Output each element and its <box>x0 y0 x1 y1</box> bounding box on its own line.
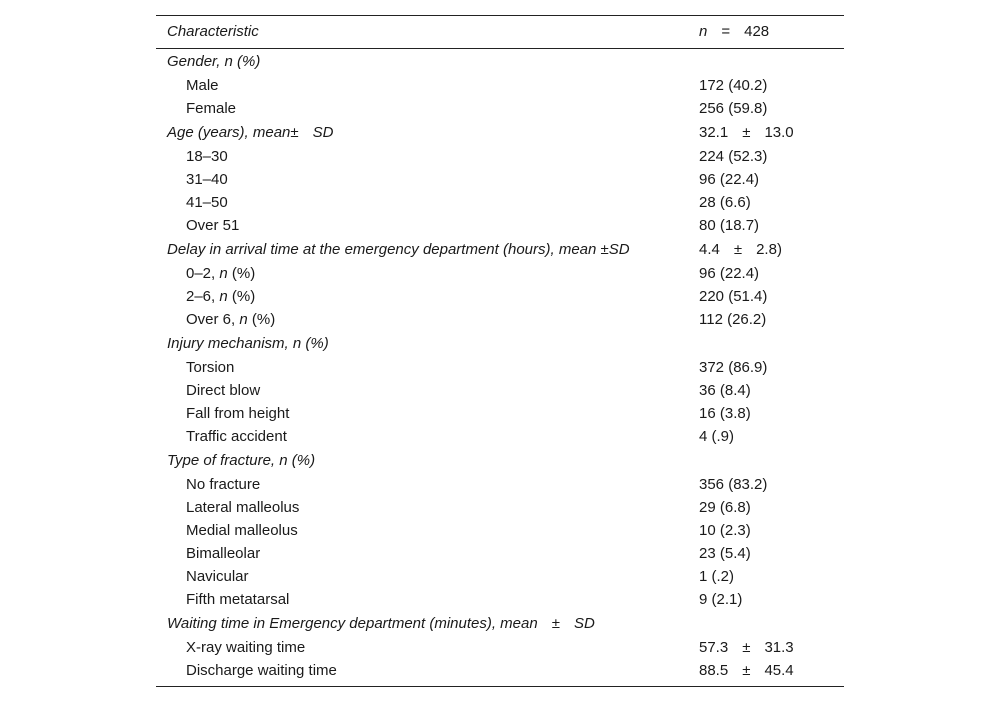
row-value: 29 (6.8) <box>699 499 751 516</box>
row-value: 88.5 ± 45.4 <box>699 662 794 679</box>
table-row <box>156 636 844 659</box>
row-value: 57.3 ± 31.3 <box>699 639 794 656</box>
row-value: 36 (8.4) <box>699 382 751 399</box>
characteristics-table <box>156 15 844 687</box>
row-label: 18–30 <box>186 148 228 165</box>
section-title: Gender, n (%) <box>167 53 261 70</box>
table-row <box>156 308 844 331</box>
row-label: Discharge waiting time <box>186 662 337 679</box>
table-row <box>156 356 844 379</box>
row-label: Navicular <box>186 568 249 585</box>
row-label: 0–2, n (%) <box>186 265 256 282</box>
row-label: Direct blow <box>186 382 261 399</box>
table-row <box>156 97 844 120</box>
section-value: 32.1 ± 13.0 <box>699 124 794 141</box>
table-bottom-rule <box>156 686 844 687</box>
row-label: Bimalleolar <box>186 545 261 562</box>
row-value: 96 (22.4) <box>699 265 760 282</box>
table-row <box>156 565 844 588</box>
row-value: 96 (22.4) <box>699 171 760 188</box>
table-row <box>156 473 844 496</box>
table-header-row <box>156 16 844 48</box>
header-characteristic: Characteristic <box>167 23 259 40</box>
section-value: 4.4 ± 2.8) <box>699 241 782 258</box>
table-row <box>156 168 844 191</box>
row-value: 80 (18.7) <box>699 217 760 234</box>
row-label: Male <box>186 77 219 94</box>
row-value: 172 (40.2) <box>699 77 768 94</box>
row-label: Lateral malleolus <box>186 499 300 516</box>
row-label: Traffic accident <box>186 428 287 445</box>
row-value: 224 (52.3) <box>699 148 768 165</box>
table-row <box>156 285 844 308</box>
table-row <box>156 145 844 168</box>
table-row <box>156 588 844 611</box>
row-value: 23 (5.4) <box>699 545 751 562</box>
table-row <box>156 214 844 237</box>
table-row <box>156 659 844 682</box>
row-label: 31–40 <box>186 171 228 188</box>
row-label: 41–50 <box>186 194 228 211</box>
row-label: Female <box>186 100 237 117</box>
row-value: 112 (26.2) <box>699 311 767 328</box>
section-waiting-time <box>156 611 844 636</box>
row-value: 1 (.2) <box>699 568 735 585</box>
row-label: X-ray waiting time <box>186 639 306 656</box>
section-delay <box>156 237 844 262</box>
row-value: 4 (.9) <box>699 428 735 445</box>
row-value: 256 (59.8) <box>699 100 768 117</box>
section-title: Age (years), mean± SD <box>167 124 334 141</box>
section-fracture-type <box>156 448 844 473</box>
header-sample-size <box>699 16 769 48</box>
section-title: Delay in arrival time at the emergency department (hours), mean ±SD <box>167 241 630 258</box>
table-row <box>156 74 844 97</box>
table-row <box>156 191 844 214</box>
section-injury-mechanism <box>156 331 844 356</box>
header-equals: = <box>721 23 731 40</box>
row-label: No fracture <box>186 476 261 493</box>
section-title: Injury mechanism, n (%) <box>167 335 329 352</box>
section-title: Waiting time in Emergency department (minutes), mean ± SD <box>167 615 595 632</box>
row-label: Medial malleolus <box>186 522 298 539</box>
header-n-symbol: n <box>699 23 708 40</box>
table-row <box>156 542 844 565</box>
table-row <box>156 519 844 542</box>
table-row <box>156 379 844 402</box>
header-n-value: 428 <box>744 23 770 40</box>
row-label: Over 51 <box>186 217 240 234</box>
table-row <box>156 402 844 425</box>
section-age <box>156 120 844 145</box>
section-title: Type of fracture, n (%) <box>167 452 316 469</box>
row-value: 356 (83.2) <box>699 476 768 493</box>
row-label: Fifth metatarsal <box>186 591 290 608</box>
row-label: Over 6, n (%) <box>186 311 276 328</box>
table-row <box>156 425 844 448</box>
row-value: 16 (3.8) <box>699 405 751 422</box>
table-row <box>156 262 844 285</box>
row-label: Fall from height <box>186 405 290 422</box>
row-value: 9 (2.1) <box>699 591 743 608</box>
row-value: 28 (6.6) <box>699 194 751 211</box>
row-label: 2–6, n (%) <box>186 288 256 305</box>
row-value: 220 (51.4) <box>699 288 768 305</box>
table-row <box>156 496 844 519</box>
row-label: Torsion <box>186 359 235 376</box>
row-value: 10 (2.3) <box>699 522 751 539</box>
row-value: 372 (86.9) <box>699 359 768 376</box>
section-gender <box>156 49 844 74</box>
